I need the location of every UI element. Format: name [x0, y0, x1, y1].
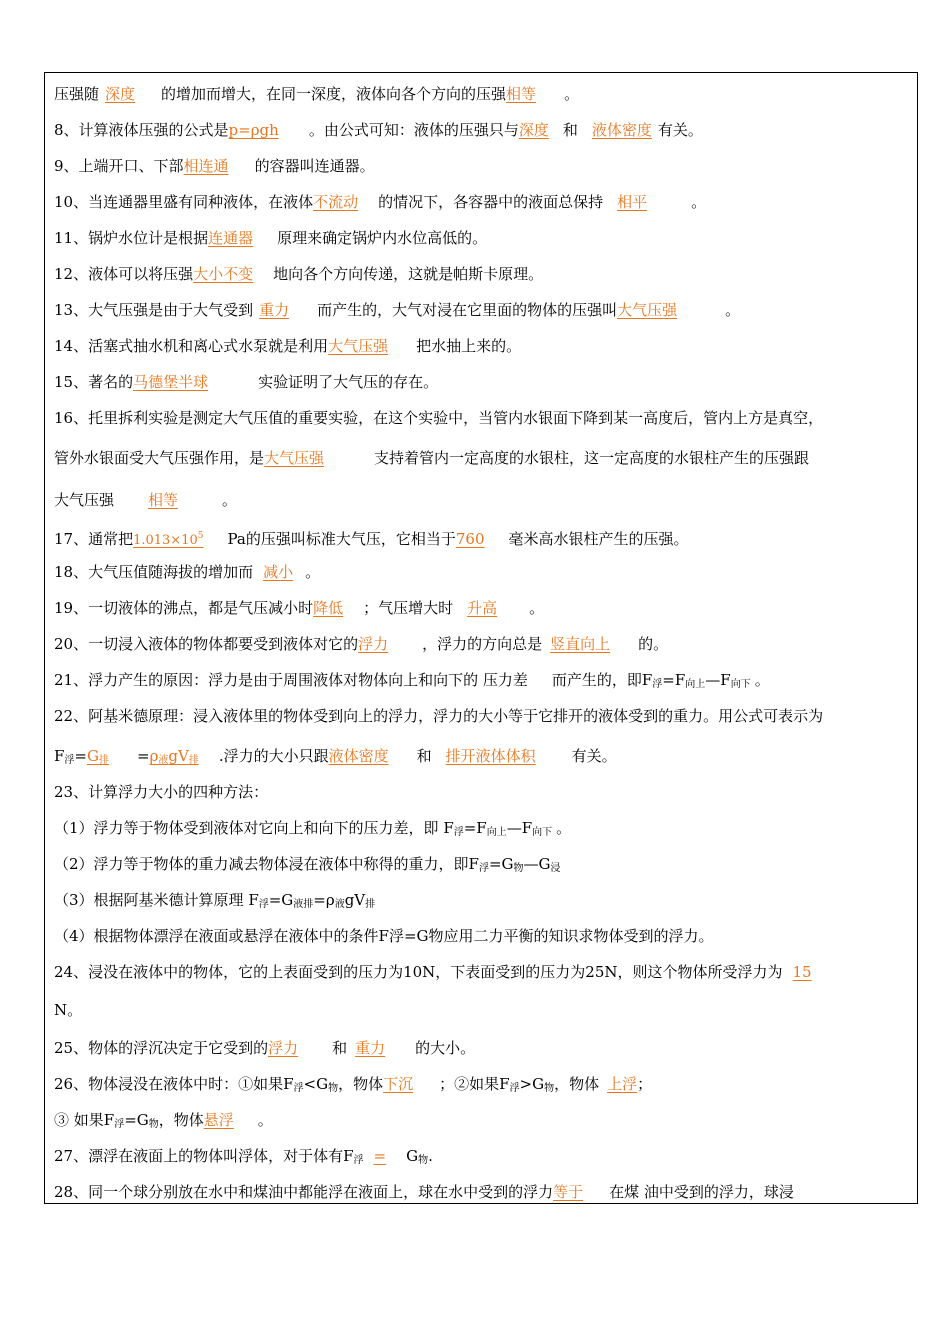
answer-blank: =	[373, 1147, 387, 1165]
answer-blank: 升高	[467, 599, 498, 617]
line-7-continued: 压强随 深度 的增加而增大，在同一深度，液体向各个方向的压强相等 。	[54, 85, 580, 103]
answer-blank: 相连通	[183, 157, 229, 175]
item-27: 27、漂浮在液面上的物体叫浮体，对于体有$F_浮 = G_物$.	[54, 1147, 433, 1166]
item-16-line-1: 16、托里拆利实验是测定大气压值的重要实验，在这个实验中，当管内水银面下降到某一高度后，管内上方是真空，	[54, 409, 824, 427]
item-16-line-3: 大气压强 相等 。	[54, 491, 238, 509]
item-24-line-2: N。	[54, 1001, 83, 1019]
item-20: 20、一切浸入液体的物体都要受到液体对它的浮力 ，浮力的方向总是 竖直向上 的。	[54, 635, 669, 653]
answer-blank: 液体密度	[328, 747, 389, 765]
answer-blank: 减小	[263, 563, 294, 581]
item-25: 25、物体的浮沉决定于它受到的浮力 和 重力 的大小。	[54, 1039, 476, 1057]
method-4: （4）根据物体漂浮在液面或悬浮在液体中的条件F浮=G物应用二力平衡的知识求物体受到的浮力。	[54, 927, 714, 945]
answer-blank: 浮力	[268, 1039, 299, 1057]
answer-blank: 浮力	[358, 635, 389, 653]
answer-blank: 重力	[355, 1039, 386, 1057]
answer-blank: 深度	[518, 121, 549, 139]
answer-blank: $G_排$	[87, 747, 109, 766]
answer-blank: 重力	[259, 301, 290, 319]
item-15: 15、著名的马德堡半球 实验证明了大气压的存在。	[54, 373, 439, 391]
answer-blank: 大气压强	[328, 337, 389, 355]
answer-blank: 上浮	[607, 1075, 638, 1093]
item-17: 17、通常把$1.013\times 10^5$ Pa的压强叫标准大气压，它相当于760 毫米高水银柱产生的压强。	[54, 530, 689, 548]
item-13: 13、大气压强是由于大气受到 重力 而产生的，大气对浸在它里面的物体的压强叫大气压强 。	[54, 301, 741, 319]
answer-blank: 悬浮	[203, 1111, 234, 1129]
item-8: 8、计算液体压强的公式是p=ρgh 。由公式可知：液体的压强只与深度 和 液体密度 有关。	[54, 121, 703, 139]
answer-blank: 排开液体体积	[445, 747, 536, 765]
item-21: 21、浮力产生的原因：浮力是由于周围液体对物体向上和向下的 压力差 而产生的，即$F_浮=F_{向上}—F_{向下}$ 。	[54, 671, 770, 690]
answer-blank: 大气压强	[617, 301, 678, 319]
item-28: 28、同一个球分别放在水中和煤油中都能浮在液面上，球在水中受到的浮力等于 在煤 油中受到的浮力，球浸	[54, 1183, 794, 1201]
answer-blank: 等于	[553, 1183, 584, 1201]
answer-blank: 大小不变	[193, 265, 254, 283]
item-16-line-2: 管外水银面受大气压强作用，是大气压强 支持着管内一定高度的水银柱，这一定高度的水银柱产生的压强跟	[54, 449, 810, 467]
item-9: 9、上端开口、下部相连通 的容器叫连通器。	[54, 157, 375, 175]
answer-blank: 连通器	[208, 229, 254, 247]
answer-blank: 下沉	[383, 1075, 414, 1093]
answer-blank: p=ρgh	[228, 121, 279, 139]
item-23: 23、计算浮力大小的四种方法：	[54, 783, 269, 801]
item-26-line-1: 26、物体浸没在液体中时：①如果$F_浮<G_物$，物体下沉 ；②如果$F_浮>G_物$，物体 上浮；	[54, 1075, 653, 1094]
method-2: （2）浮力等于物体的重力减去物体浸在液体中称得的重力，即$F_浮=G_物—G_浸$	[54, 855, 561, 874]
item-10: 10、当连通器里盛有同种液体，在液体不流动 的情况下，各容器中的液面总保持 相平 。	[54, 193, 707, 211]
item-26-line-2: ③ 如果$F_浮=G_物$，物体悬浮 。	[54, 1111, 273, 1130]
method-1: （1）浮力等于物体受到液体对它向上和向下的压力差，即 $F_浮=F_{向上}—F_{向下}$ 。	[54, 819, 572, 838]
method-3: （3）根据阿基米德计算原理 $F_浮=G_{液排}=\rho_液gV_排$	[54, 891, 376, 910]
answer-blank: 降低	[313, 599, 344, 617]
answer-blank: $\rho_液gV_排$	[149, 747, 199, 766]
item-22-line-1: 22、阿基米德原理：浸入液体里的物体受到向上的浮力，浮力的大小等于它排开的液体受到的重力。用公式可表示为	[54, 707, 824, 725]
answer-blank: 相等	[148, 491, 179, 509]
item-11: 11、锅炉水位计是根据连通器 原理来确定锅炉内水位高低的。	[54, 229, 488, 247]
item-19: 19、一切液体的沸点，都是气压减小时降低 ；气压增大时 升高 。	[54, 599, 545, 617]
answer-blank: 深度	[105, 85, 136, 103]
answer-blank: 15	[792, 963, 812, 981]
item-14: 14、活塞式抽水机和离心式水泵就是利用大气压强 把水抽上来的。	[54, 337, 522, 355]
answer-blank: 大气压强	[264, 449, 325, 467]
answer-blank: 相平	[617, 193, 648, 211]
answer-blank: 760	[455, 530, 485, 548]
answer-blank: 马德堡半球	[133, 373, 209, 391]
answer-blank: $1.013\times 10^5$	[133, 531, 204, 548]
answer-blank: 相等	[506, 85, 537, 103]
answer-blank: 液体密度	[591, 121, 652, 139]
item-12: 12、液体可以将压强大小不变 地向各个方向传递，这就是帕斯卡原理。	[54, 265, 544, 283]
item-22-line-2: $F_浮=G_排 =\rho_液gV_排$ .浮力的大小只跟液体密度 和 排开液体体积 有关。	[54, 747, 617, 766]
item-18: 18、大气压值随海拔的增加而 减小 。	[54, 563, 321, 581]
answer-blank: 不流动	[313, 193, 359, 211]
answer-blank: 竖直向上	[550, 635, 611, 653]
item-24-line-1: 24、浸没在液体中的物体，它的上表面受到的压力为10N，下表面受到的压力为25N，则这个物体所受浮力为 15	[54, 963, 812, 981]
